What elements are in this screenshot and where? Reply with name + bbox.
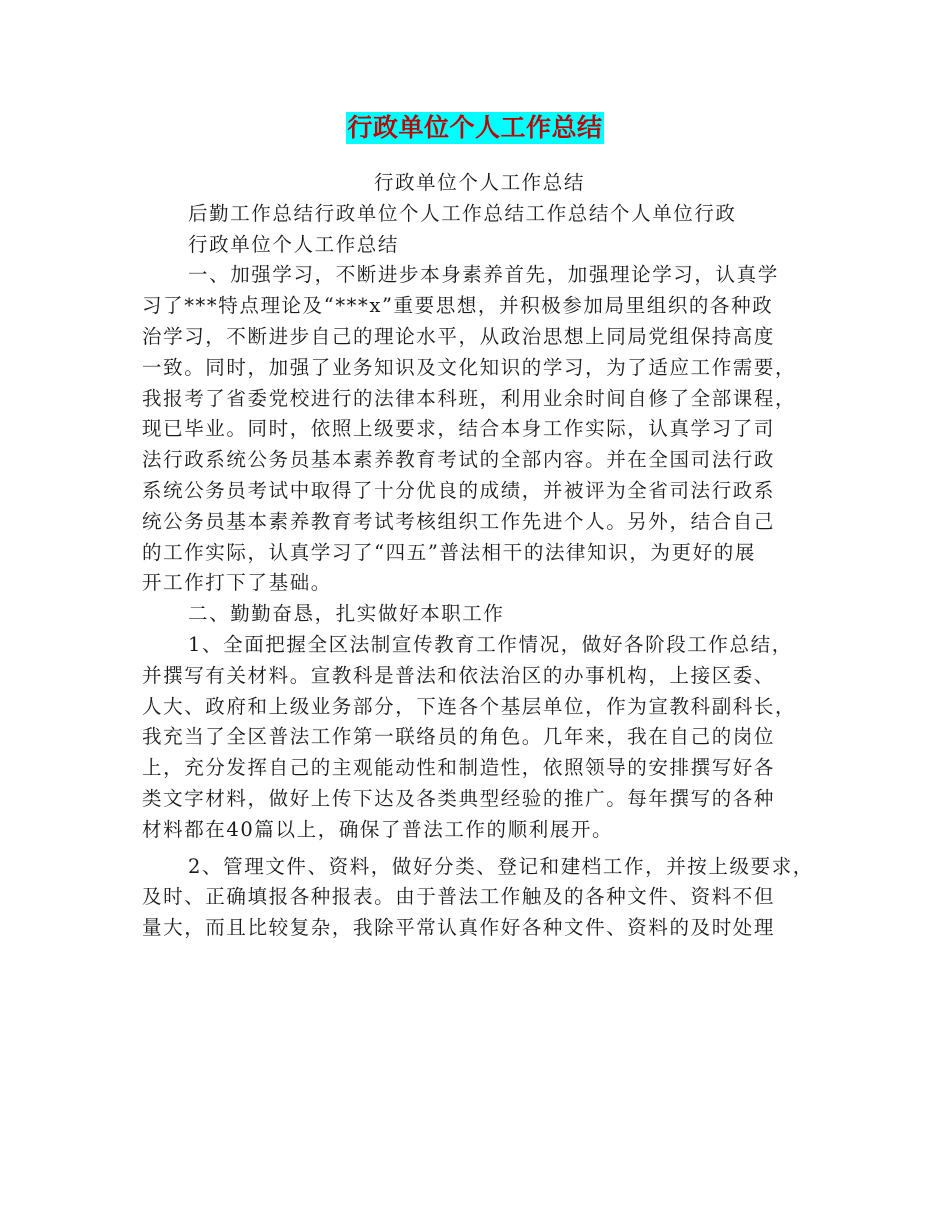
paragraph-line: 一致。同时，加强了业务知识及文化知识的学习，为了适应工作需要， — [142, 355, 797, 379]
paragraph-line: 并撰写有关材料。宣教科是普法和依法治区的办事机构，上接区委、 — [142, 663, 776, 687]
paragraph-line: 我充当了全区普法工作第一联络员的角色。几年来，我在自己的岗位 — [142, 725, 776, 749]
document-body — [142, 168, 817, 944]
paragraph-line: 系统公务员考试中取得了十分优良的成绩，并被评为全省司法行政系 — [142, 478, 776, 502]
paragraph-line: 治学习，不断进步自己的理论水平，从政治思想上同局党组保持高度 — [142, 324, 776, 348]
paragraph-line: 开工作打下了基础。 — [142, 571, 332, 595]
paragraph-line: 的工作实际，认真学习了“四五”普法相干的法律知识，为更好的展 — [142, 540, 756, 564]
paragraph-line: 材料都在40篇以上，确保了普法工作的顺利展开。 — [142, 817, 614, 841]
section-2-heading: 二、勤勤奋恳，扎实做好本职工作 — [188, 602, 505, 626]
paragraph-line: 一、加强学习，不断进步本身素养首先，加强理论学习，认真学 — [188, 263, 779, 287]
paragraph-line: 类文字材料，做好上传下达及各类典型经验的推广。每年撰写的各种 — [142, 786, 776, 810]
paragraph-line: 法行政系统公务员基本素养教育考试的全部内容。并在全国司法行政 — [142, 448, 776, 472]
document-title: 行政单位个人工作总结 — [347, 113, 603, 142]
paragraph-line: 1、全面把握全区法制宣传教育工作情况，做好各阶段工作总结， — [188, 632, 793, 656]
paragraph-line: 量大，而且比较复杂，我除平常认真作好各种文件、资料的及时处理 — [142, 916, 776, 940]
paragraph-line: 现已毕业。同时，依照上级要求，结合本身工作实际，认真学习了司 — [142, 417, 776, 441]
paragraph-line: 人大、政府和上级业务部分，下连各个基层单位，作为宣教科副科长， — [142, 694, 797, 718]
paragraph-line: 上，充分发挥自己的主观能动性和制造性，依照领导的安排撰写好各 — [142, 756, 776, 780]
paragraph-section-1 — [142, 260, 817, 599]
paragraph-line: 2、管理文件、资料，做好分类、登记和建档工作，并按上级要求， — [188, 854, 814, 878]
paragraph-line: 习了***特点理论及“***x”重要思想，并积极参加局里组织的各种政 — [142, 294, 774, 318]
section-heading: 行政单位个人工作总结 — [188, 232, 400, 256]
title-container — [0, 112, 950, 144]
keywords-line: 后勤工作总结行政单位个人工作总结工作总结个人单位行政 — [188, 201, 737, 225]
paragraph-item-1 — [142, 630, 817, 846]
paragraph-item-2 — [142, 852, 817, 944]
subtitle: 行政单位个人工作总结 — [373, 171, 585, 194]
paragraph-line: 及时、正确填报各种报表。由于普法工作触及的各种文件、资料不但 — [142, 885, 776, 909]
paragraph-line: 我报考了省委党校进行的法律本科班，利用业余时间自修了全部课程， — [142, 386, 797, 410]
paragraph-line: 统公务员基本素养教育考试考核组织工作先进个人。另外，结合自己 — [142, 509, 776, 533]
